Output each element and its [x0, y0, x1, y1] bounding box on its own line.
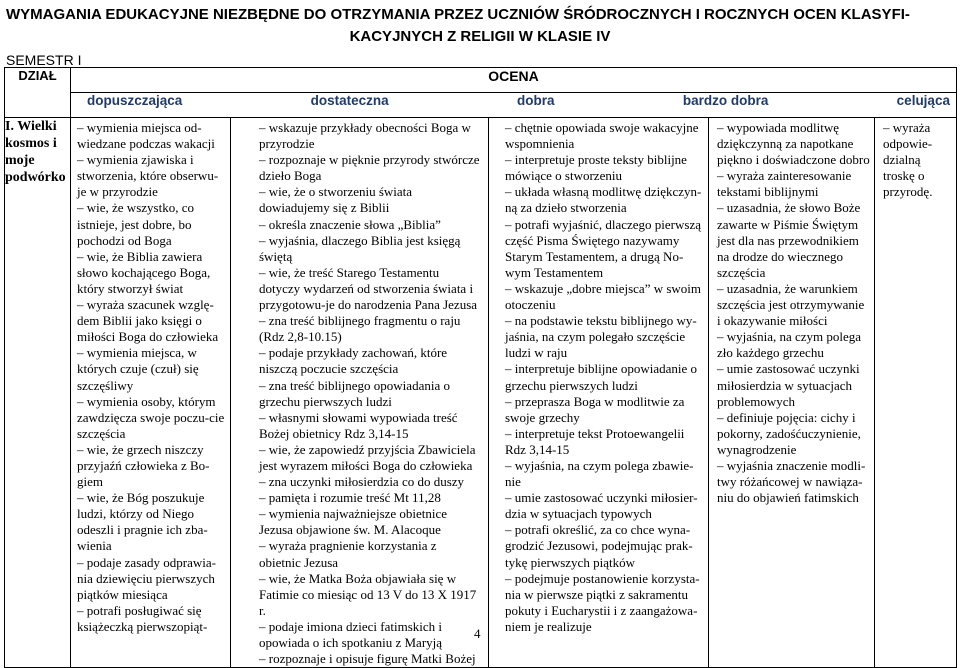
- requirement-item: – na podstawie tekstu biblijnego wy-jaśnia, na czym polegało szczęście ludzi w raju: [505, 313, 697, 361]
- grade-bardzo-dobra: bardzo dobra: [682, 93, 769, 108]
- requirement-item: – wyjaśnia, dlaczego Biblia jest księgą świętą: [259, 232, 461, 264]
- requirement-item: – podejmuje postanowienie korzysta-nia w pierwsze piątki z sakramentu pokuty i Eucharystii i z zaangażowa-niem je realizuje: [505, 570, 700, 634]
- requirement-item: – interpretuje tekst Protoewangelii Rdz 3,14-15: [505, 425, 685, 457]
- semester-label: SEMESTR I: [6, 52, 82, 68]
- requirement-item: – wie, że wszystko, co istnieje, jest dobre, bo pochodzi od Boga: [77, 200, 194, 248]
- requirement-item: – pamięta i rozumie treść Mt 11,28: [259, 490, 441, 506]
- requirements-dobra: [489, 118, 709, 668]
- requirements-dostateczna: [231, 118, 489, 668]
- requirement-item: – umie zastosować uczynki miłosierdzia w sytuacjach problemowych: [717, 361, 860, 409]
- requirement-item: – wie, że grzech niszczy przyjaźń człowieka z Bo-giem: [77, 441, 210, 490]
- requirement-item: – wyraża zainteresowanie tekstami biblijnymi: [717, 168, 852, 200]
- requirement-item: – rozpoznaje i opisuje figurę Matki Bożej: [259, 651, 476, 667]
- requirement-item: – własnymi słowami wypowiada treść Bożej obietnicy Rdz 3,14-15: [259, 409, 458, 441]
- requirement-item: – rozpoznaje w pięknie przyrody stwórcze dzieło Boga: [259, 152, 480, 184]
- requirement-item: – podaje zasady odprawia-nia dziewięciu pierwszych piątków miesiąca: [77, 554, 216, 602]
- requirement-item: – podaje imiona dzieci fatimskich i opowiada o ich spotkaniu z Maryją: [259, 618, 443, 650]
- requirement-item: – wskazuje „dobre miejsca” w swoim otoczeniu: [505, 280, 702, 313]
- title-line-2: KACYJNYCH Z RELIGII W KLASIE IV: [349, 28, 611, 45]
- grade-celujaca: celująca: [896, 93, 950, 108]
- requirement-item: – wie, że o stworzeniu świata dowiadujemy się z Biblii: [259, 184, 413, 216]
- requirement-item: – wyjaśnia, na czym polega zło każdego grzechu: [717, 329, 862, 361]
- requirement-item: – wymienia miejsca, w których czuje (czuł) się szczęśliwy: [77, 345, 199, 393]
- document-title: [6, 4, 954, 48]
- dzial-header: DZIAŁ: [5, 68, 71, 118]
- requirement-item: – określa znaczenie słowa „Biblia”: [259, 216, 441, 232]
- requirement-item: – zna treść biblijnego opowiadania o grzechu pierwszych ludzi: [259, 377, 450, 409]
- requirement-item: – potrafi posługiwać się książeczką pierwszopiąt-: [77, 602, 208, 634]
- requirement-item: – interpretuje biblijne opowiadanie o grzechu pierwszych ludzi: [505, 361, 698, 393]
- grade-dobra: dobra: [516, 93, 555, 108]
- requirement-item: – wymienia najważniejsze obietnice Jezusa objawione św. M. Alacoque: [259, 506, 448, 538]
- requirement-item: – chętnie opowiada swoje wakacyjne wspomnienia: [505, 120, 699, 152]
- requirement-item: – definiuje pojęcia: cichy i pokorny, zadośćuczynienie, wynagrodzenie: [717, 409, 861, 457]
- requirement-item: – wymienia zjawiska i stworzenia, które obserwu-je w przyrodzie: [77, 152, 219, 200]
- requirement-item: – podaje przykłady zachowań, które niszczą poczucie szczęścia: [259, 345, 448, 377]
- ocena-header: OCENA: [71, 68, 957, 93]
- requirement-item: – wie, że zapowiedź przyjścia Zbawiciela jest wyrazem miłości Boga do człowieka: [259, 441, 476, 473]
- section-title: I. Wielki kosmos i moje podwórko: [5, 118, 71, 668]
- requirements-dopuszczajaca: [71, 118, 231, 668]
- requirement-item: – wymienia osoby, którym zawdzięcza swoje poczu-cie szczęścia: [77, 393, 225, 441]
- requirement-item: – wyraża szacunek wzglę-dem Biblii jako księgi o miłości Boga do człowieka: [77, 297, 219, 345]
- requirement-item: – interpretuje proste teksty biblijne mówiące o stworzeniu: [505, 152, 687, 184]
- grade-dostateczna: dostateczna: [310, 93, 389, 108]
- requirements-bardzo-dobra: [709, 118, 875, 668]
- requirement-item: – wie, że Bóg poszukuje ludzi, którzy od Niego odeszli i pragnie ich zba-wienia: [77, 490, 208, 554]
- requirement-item: – przeprasza Boga w modlitwie za swoje grzechy: [505, 393, 685, 425]
- grade-dopuszczajaca: dopuszczająca: [87, 93, 183, 108]
- requirements-table: [4, 67, 957, 668]
- requirement-item: – umie zastosować uczynki miłosier-dzia w sytuacjach typowych: [505, 490, 698, 522]
- requirements-celujaca: [875, 118, 957, 668]
- requirement-item: – potrafi określić, za co chce wyna-grodzić Jezusowi, podejmując prak-tykę pierwszych piątków: [505, 522, 693, 570]
- requirement-item: – uzasadnia, że słowo Boże zawarte w Piśmie Świętym jest dla nas przewodnikiem na drodze do wiecznego szczęścia: [717, 200, 861, 280]
- requirement-item: – wie, że Matka Boża objawiała się w Fatimie co miesiąc od 13 V do 13 X 1917 r.: [259, 570, 477, 618]
- requirement-item: – wyjaśnia znaczenie modli-twy różańcowej w nawiąza-niu do objawień fatimskich: [717, 457, 866, 506]
- requirement-item: – wie, że Biblia zawiera słowo kochającego Boga, który stworzył świat: [77, 248, 211, 296]
- requirement-item: – wyraża odpowie-dzialną troskę o przyrodę.: [883, 120, 933, 200]
- requirement-item: – wypowiada modlitwę dziękczynną za napotkane piękno i doświadczone dobro: [717, 120, 870, 168]
- requirement-item: – wskazuje przykłady obecności Boga w przyrodzie: [259, 120, 471, 152]
- requirement-item: – wie, że treść Starego Testamentu dotyczy wydarzeń od stworzenia świata i przygotowu-je do narodzenia Pana Jezusa: [259, 264, 478, 313]
- requirement-item: – potrafi wyjaśnić, dlaczego pierwszą część Pisma Świętego nazywamy Starym Testamentem, a drugą No-wym Testamentem: [505, 216, 702, 280]
- requirement-item: – zna treść biblijnego fragmentu o raju (Rdz 2,8-10.15): [259, 313, 461, 345]
- requirement-item: – wymienia miejsca od-wiedzane podczas wakacji: [77, 120, 215, 152]
- requirement-item: – wyjaśnia, na czym polega zbawie-nie: [505, 457, 694, 490]
- requirement-item: – układa własną modlitwę dziękczyn-ną za dzieło stworzenia: [505, 184, 702, 216]
- page-number: 4: [474, 626, 481, 641]
- title-line-1: WYMAGANIA EDUKACYJNE NIEZBĘDNE DO OTRZYMANIA PRZEZ UCZNIÓW ŚRÓDROCZNYCH I ROCZNYCH OCEN KLASYFI-: [6, 6, 910, 23]
- requirement-item: – wyraża pragnienie korzystania z obietnic Jezusa: [259, 538, 437, 570]
- grades-header: [71, 93, 957, 118]
- requirement-item: – zna uczynki miłosierdzia co do duszy: [259, 474, 465, 490]
- requirement-item: – uzasadnia, że warunkiem szczęścia jest otrzymywanie i okazywanie miłości: [717, 280, 865, 329]
